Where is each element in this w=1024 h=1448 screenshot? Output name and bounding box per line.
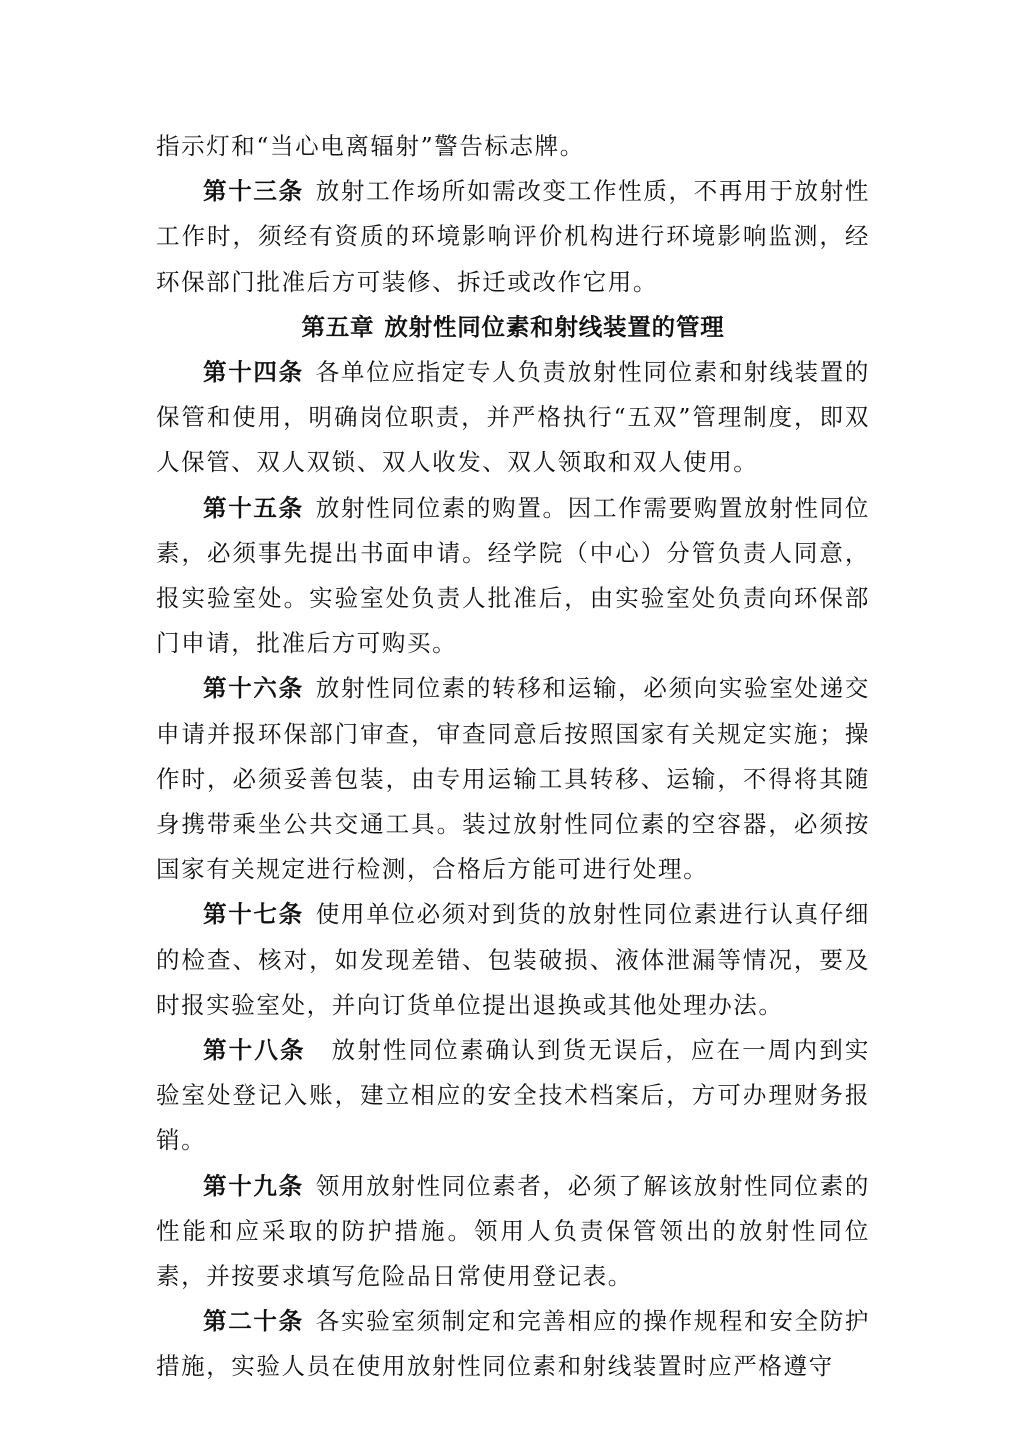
continuation-text: 指示灯和“当心电离辐射”警告标志牌。 [156, 132, 585, 160]
article-13-number: 第十三条 [203, 177, 304, 206]
article-15-text: 放射性同位素的购置。因工作需要购置放射性同位素，必须事先提出书面申请。经学院（中心）分管负责人同意，报实验室处。实验室处负责人批准后，由实验室处负责向环保部门申请，批准后方可购买。 [156, 493, 871, 658]
article-19-text: 领用放射性同位素者，必须了解该放射性同位素的性能和应采取的防护措施。领用人负责保管领出的放射性同位素，并按要求填写危险品日常使用登记表。 [156, 1171, 871, 1291]
chapter-5-number: 第五章 [301, 312, 375, 341]
continuation-paragraph [156, 124, 870, 169]
article-18-number: 第十八条 [203, 1036, 306, 1065]
article-18-text: 放射性同位素确认到货无误后，应在一周内到实验室处登记入账，建立相应的安全技术档案后，方可办理财务报销。 [156, 1036, 870, 1155]
article-14-text: 各单位应指定专人负责放射性同位素和射线装置的保管和使用，明确岗位职责，并严格执行“五双”管理制度，即双人保管、双人双锁、双人收发、双人领取和双人使用。 [156, 358, 871, 477]
article-20-number: 第二十条 [203, 1307, 304, 1336]
article-16-text: 放射性同位素的转移和运输，必须向实验室处递交申请并报环保部门审查，审查同意后按照国家有关规定实施；操作时，必须妥善包装，由专用运输工具转移、运输，不得将其随身携带乘坐公共交通工具。装过放射性同位素的空容器，必须按国家有关规定进行检测，合格后方能可进行处理。 [156, 674, 871, 884]
article-20-paragraph [156, 1299, 870, 1389]
article-17-text: 使用单位必须对到货的放射性同位素进行认真仔细的检查、核对，如发现差错、包装破损、液体泄漏等情况，要及时报实验室处，并向订货单位提出退换或其他处理办法。 [156, 900, 871, 1019]
article-16-paragraph [156, 666, 870, 892]
article-17-number: 第十七条 [203, 900, 304, 929]
chapter-5-title: 放射性同位素和射线装置的管理 [384, 312, 725, 341]
article-20-text: 各实验室须制定和完善相应的操作规程和安全防护措施，实验人员在使用放射性同位素和射线装置时应严格遵守 [156, 1307, 871, 1381]
article-13-paragraph [156, 169, 870, 305]
article-14-number: 第十四条 [203, 358, 304, 387]
document-body [156, 124, 870, 1390]
chapter-5-heading [156, 305, 870, 350]
article-14-paragraph [156, 350, 870, 486]
article-19-number: 第十九条 [203, 1171, 304, 1200]
article-13-text: 放射工作场所如需改变工作性质，不再用于放射性工作时，须经有资质的环境影响评价机构进行环境影响监测，经环保部门批准后方可装修、拆迁或改作它用。 [156, 177, 871, 296]
article-19-paragraph [156, 1164, 870, 1300]
article-16-number: 第十六条 [203, 674, 304, 703]
article-15-number: 第十五条 [203, 493, 304, 522]
article-18-paragraph [156, 1028, 870, 1164]
article-17-paragraph [156, 892, 870, 1028]
article-15-paragraph [156, 486, 870, 667]
